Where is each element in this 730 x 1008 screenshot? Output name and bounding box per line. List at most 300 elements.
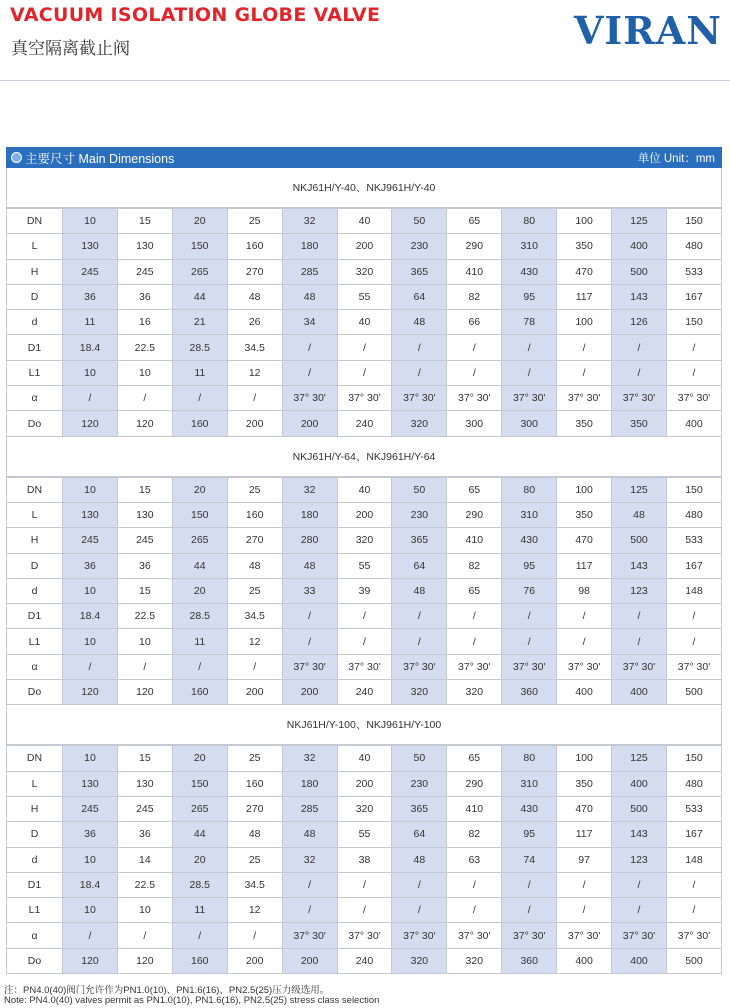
row-label: Do <box>7 680 63 705</box>
row-label: D <box>7 553 63 578</box>
table-cell: / <box>447 629 502 654</box>
table-cell: 40 <box>337 209 392 234</box>
table-cell: / <box>666 335 721 360</box>
table-cell: 480 <box>666 502 721 527</box>
table-cell: 365 <box>392 796 447 821</box>
dimension-table <box>6 477 722 706</box>
row-label: L1 <box>7 898 63 923</box>
table-cell: 95 <box>502 284 557 309</box>
table-cell: 98 <box>557 578 612 603</box>
table-cell: 36 <box>63 553 118 578</box>
table-cell: / <box>63 386 118 411</box>
section-header-bar <box>6 147 722 168</box>
table-cell: 117 <box>557 822 612 847</box>
table-cell: 64 <box>392 284 447 309</box>
dimension-table-block <box>6 168 722 437</box>
table-cell: 300 <box>502 411 557 436</box>
table-cell: 230 <box>392 771 447 796</box>
table-cell: 10 <box>63 898 118 923</box>
unit-label: 单位 Unit：mm <box>637 152 715 165</box>
table-cell: 48 <box>392 310 447 335</box>
table-cell: 37° 30' <box>612 654 667 679</box>
table-cell: / <box>117 654 172 679</box>
row-label: L <box>7 771 63 796</box>
table-cell: 37° 30' <box>392 386 447 411</box>
table-cell: 48 <box>612 502 667 527</box>
table-cell: 290 <box>447 502 502 527</box>
row-label: L <box>7 234 63 259</box>
table-cell: 126 <box>612 310 667 335</box>
table-cell: 48 <box>227 284 282 309</box>
table-cell: 44 <box>172 284 227 309</box>
table-cell: 150 <box>172 234 227 259</box>
table-cell: / <box>502 335 557 360</box>
table-cell: / <box>282 335 337 360</box>
row-label: D1 <box>7 604 63 629</box>
table-cell: 78 <box>502 310 557 335</box>
table-cell: 160 <box>227 234 282 259</box>
table-cell: 37° 30' <box>282 386 337 411</box>
table-cell: / <box>447 360 502 385</box>
table-cell: 25 <box>227 209 282 234</box>
table-cell: 76 <box>502 578 557 603</box>
table-cell: 80 <box>502 746 557 771</box>
dimension-tables <box>6 168 722 974</box>
table-cell: / <box>557 872 612 897</box>
table-cell: 100 <box>557 209 612 234</box>
table-cell: 245 <box>117 796 172 821</box>
table-cell: 65 <box>447 477 502 502</box>
table-cell: 300 <box>447 411 502 436</box>
table-cell: 120 <box>63 948 118 973</box>
table-cell: 320 <box>392 948 447 973</box>
table-row <box>7 822 722 847</box>
table-cell: 350 <box>612 411 667 436</box>
table-cell: 120 <box>63 680 118 705</box>
table-cell: 37° 30' <box>666 386 721 411</box>
table-row <box>7 578 722 603</box>
table-cell: 36 <box>63 284 118 309</box>
table-cell: 160 <box>172 411 227 436</box>
table-cell: 28.5 <box>172 872 227 897</box>
table-cell: 37° 30' <box>282 654 337 679</box>
row-label: L1 <box>7 629 63 654</box>
table-cell: 180 <box>282 234 337 259</box>
table-cell: 500 <box>612 796 667 821</box>
model-heading: NKJ61H/Y-64、NKJ961H/Y-64 <box>6 437 722 477</box>
table-cell: 15 <box>117 209 172 234</box>
circle-bullet-icon <box>11 152 22 163</box>
model-heading: NKJ61H/Y-100、NKJ961H/Y-100 <box>6 705 722 745</box>
row-label: H <box>7 259 63 284</box>
table-cell: 74 <box>502 847 557 872</box>
table-cell: 200 <box>282 680 337 705</box>
table-cell: 280 <box>282 528 337 553</box>
table-cell: / <box>117 386 172 411</box>
table-row <box>7 360 722 385</box>
table-cell: 37° 30' <box>557 923 612 948</box>
model-heading: NKJ61H/Y-40、NKJ961H/Y-40 <box>6 168 722 208</box>
table-cell: 150 <box>666 477 721 502</box>
row-label: Do <box>7 948 63 973</box>
row-label: α <box>7 923 63 948</box>
table-cell: 400 <box>612 234 667 259</box>
table-cell: 10 <box>63 746 118 771</box>
table-cell: 120 <box>117 411 172 436</box>
row-label: d <box>7 847 63 872</box>
table-cell: 130 <box>63 502 118 527</box>
table-cell: 64 <box>392 553 447 578</box>
table-cell: 320 <box>447 948 502 973</box>
table-cell: 360 <box>502 948 557 973</box>
table-cell: 37° 30' <box>392 923 447 948</box>
table-cell: 44 <box>172 822 227 847</box>
table-cell: 20 <box>172 578 227 603</box>
table-cell: 37° 30' <box>337 386 392 411</box>
table-row <box>7 898 722 923</box>
table-cell: 97 <box>557 847 612 872</box>
table-cell: 240 <box>337 411 392 436</box>
table-cell: 130 <box>117 502 172 527</box>
table-cell: 21 <box>172 310 227 335</box>
table-cell: 500 <box>666 680 721 705</box>
table-cell: / <box>666 872 721 897</box>
table-cell: 25 <box>227 578 282 603</box>
table-cell: 430 <box>502 528 557 553</box>
table-cell: 15 <box>117 477 172 502</box>
table-cell: 265 <box>172 796 227 821</box>
table-cell: 37° 30' <box>337 654 392 679</box>
table-cell: 130 <box>117 771 172 796</box>
table-row <box>7 796 722 821</box>
table-cell: 55 <box>337 553 392 578</box>
table-cell: 12 <box>227 898 282 923</box>
table-cell: / <box>612 604 667 629</box>
table-cell: 15 <box>117 746 172 771</box>
table-cell: 25 <box>227 477 282 502</box>
table-cell: 148 <box>666 847 721 872</box>
table-cell: 125 <box>612 746 667 771</box>
table-cell: 150 <box>172 502 227 527</box>
table-cell: 37° 30' <box>502 386 557 411</box>
dimension-table <box>6 745 722 974</box>
table-cell: 480 <box>666 234 721 259</box>
table-cell: 400 <box>612 680 667 705</box>
table-cell: 48 <box>282 284 337 309</box>
table-row <box>7 209 722 234</box>
table-cell: 200 <box>227 948 282 973</box>
table-cell: / <box>612 360 667 385</box>
table-cell: 63 <box>447 847 502 872</box>
table-cell: 400 <box>612 771 667 796</box>
row-label: α <box>7 654 63 679</box>
table-cell: 22.5 <box>117 335 172 360</box>
table-cell: 270 <box>227 259 282 284</box>
table-cell: 123 <box>612 847 667 872</box>
table-cell: / <box>63 654 118 679</box>
table-cell: 533 <box>666 259 721 284</box>
table-cell: / <box>227 654 282 679</box>
table-cell: / <box>392 872 447 897</box>
table-cell: 37° 30' <box>337 923 392 948</box>
table-cell: 39 <box>337 578 392 603</box>
table-cell: 290 <box>447 234 502 259</box>
table-cell: / <box>666 629 721 654</box>
row-label: L <box>7 502 63 527</box>
table-cell: 285 <box>282 796 337 821</box>
table-cell: 150 <box>666 209 721 234</box>
note-cn: 注：PN4.0(40)阀门允许作为PN1.0(10)、PN1.6(16)、PN2.5(25)压力级选用。 <box>4 985 330 996</box>
table-cell: 10 <box>63 477 118 502</box>
table-cell: 265 <box>172 259 227 284</box>
table-cell: 350 <box>557 502 612 527</box>
table-cell: / <box>282 360 337 385</box>
table-cell: 230 <box>392 234 447 259</box>
table-cell: / <box>557 360 612 385</box>
table-cell: 320 <box>337 796 392 821</box>
table-cell: 117 <box>557 553 612 578</box>
table-cell: 50 <box>392 746 447 771</box>
table-cell: 130 <box>63 771 118 796</box>
table-cell: 320 <box>392 411 447 436</box>
table-cell: 320 <box>337 528 392 553</box>
table-cell: 245 <box>63 259 118 284</box>
table-row <box>7 284 722 309</box>
table-cell: 400 <box>612 948 667 973</box>
note-en: Note: PN4.0(40) valves permit as PN1.0(10), PN1.6(16), PN2.5(25) stress class selection <box>4 995 380 1006</box>
table-cell: 350 <box>557 771 612 796</box>
table-cell: 270 <box>227 528 282 553</box>
table-cell: 37° 30' <box>392 654 447 679</box>
table-row <box>7 528 722 553</box>
table-cell: 143 <box>612 553 667 578</box>
table-cell: 100 <box>557 310 612 335</box>
table-cell: 40 <box>337 477 392 502</box>
table-cell: 14 <box>117 847 172 872</box>
table-cell: 150 <box>666 746 721 771</box>
table-cell: 37° 30' <box>612 386 667 411</box>
table-cell: 200 <box>337 234 392 259</box>
table-cell: 100 <box>557 746 612 771</box>
table-cell: 44 <box>172 553 227 578</box>
table-cell: 38 <box>337 847 392 872</box>
table-cell: 290 <box>447 771 502 796</box>
dimension-table <box>6 208 722 437</box>
table-cell: / <box>337 898 392 923</box>
section-title-group <box>11 149 174 167</box>
table-row <box>7 386 722 411</box>
table-cell: 12 <box>227 629 282 654</box>
table-cell: 533 <box>666 528 721 553</box>
table-cell: 10 <box>117 898 172 923</box>
table-cell: 310 <box>502 502 557 527</box>
table-cell: 160 <box>227 502 282 527</box>
table-cell: 95 <box>502 822 557 847</box>
table-cell: 37° 30' <box>447 386 502 411</box>
row-label: D1 <box>7 335 63 360</box>
table-cell: 200 <box>227 411 282 436</box>
table-row <box>7 335 722 360</box>
table-cell: / <box>172 923 227 948</box>
table-cell: / <box>502 629 557 654</box>
table-row <box>7 847 722 872</box>
row-label: d <box>7 578 63 603</box>
table-cell: 37° 30' <box>502 923 557 948</box>
table-cell: 410 <box>447 259 502 284</box>
table-cell: 365 <box>392 259 447 284</box>
table-cell: 320 <box>392 680 447 705</box>
table-cell: 36 <box>117 822 172 847</box>
table-row <box>7 771 722 796</box>
table-cell: 37° 30' <box>447 654 502 679</box>
table-cell: 36 <box>117 284 172 309</box>
page-subtitle-cn: 真空隔离截止阀 <box>11 39 130 59</box>
table-cell: 10 <box>63 360 118 385</box>
table-cell: 10 <box>117 360 172 385</box>
table-cell: 36 <box>117 553 172 578</box>
table-cell: / <box>392 335 447 360</box>
table-row <box>7 411 722 436</box>
table-cell: 10 <box>63 629 118 654</box>
table-cell: 55 <box>337 284 392 309</box>
table-cell: 120 <box>117 680 172 705</box>
table-cell: 48 <box>227 822 282 847</box>
table-cell: / <box>447 898 502 923</box>
table-cell: 48 <box>282 822 337 847</box>
table-cell: 37° 30' <box>666 923 721 948</box>
table-cell: / <box>117 923 172 948</box>
table-cell: 430 <box>502 796 557 821</box>
table-cell: 20 <box>172 746 227 771</box>
table-cell: 80 <box>502 209 557 234</box>
table-cell: / <box>337 872 392 897</box>
table-cell: / <box>337 629 392 654</box>
row-label: d <box>7 310 63 335</box>
table-row <box>7 477 722 502</box>
table-cell: 167 <box>666 284 721 309</box>
table-cell: 400 <box>557 680 612 705</box>
table-cell: / <box>63 923 118 948</box>
table-cell: 148 <box>666 578 721 603</box>
table-cell: 310 <box>502 234 557 259</box>
table-cell: 125 <box>612 209 667 234</box>
table-cell: / <box>392 898 447 923</box>
table-cell: / <box>392 629 447 654</box>
table-cell: 180 <box>282 771 337 796</box>
table-cell: / <box>666 604 721 629</box>
table-cell: / <box>612 629 667 654</box>
table-row <box>7 502 722 527</box>
brand-logo: VIRAN <box>573 8 722 53</box>
table-cell: / <box>612 872 667 897</box>
table-cell: / <box>227 386 282 411</box>
table-cell: 82 <box>447 553 502 578</box>
table-row <box>7 948 722 973</box>
header-divider <box>0 80 730 81</box>
table-cell: / <box>557 898 612 923</box>
table-cell: 11 <box>63 310 118 335</box>
section-title: 主要尺寸 Main Dimensions <box>25 151 175 166</box>
row-label: Do <box>7 411 63 436</box>
row-label: L1 <box>7 360 63 385</box>
table-cell: 500 <box>666 948 721 973</box>
table-cell: 200 <box>337 771 392 796</box>
table-cell: 533 <box>666 796 721 821</box>
table-cell: 130 <box>117 234 172 259</box>
table-cell: / <box>502 872 557 897</box>
dimension-table-block <box>6 437 722 706</box>
table-cell: 470 <box>557 796 612 821</box>
table-row <box>7 629 722 654</box>
table-cell: 230 <box>392 502 447 527</box>
table-cell: 117 <box>557 284 612 309</box>
table-cell: 160 <box>172 948 227 973</box>
table-cell: 245 <box>117 528 172 553</box>
table-cell: 48 <box>392 578 447 603</box>
table-row <box>7 680 722 705</box>
table-cell: / <box>282 872 337 897</box>
table-cell: 143 <box>612 284 667 309</box>
table-cell: / <box>172 654 227 679</box>
table-cell: 10 <box>117 629 172 654</box>
table-cell: 143 <box>612 822 667 847</box>
table-cell: 12 <box>227 360 282 385</box>
table-cell: 37° 30' <box>666 654 721 679</box>
table-cell: 410 <box>447 796 502 821</box>
table-cell: / <box>612 898 667 923</box>
table-cell: 125 <box>612 477 667 502</box>
table-cell: 16 <box>117 310 172 335</box>
table-cell: / <box>337 604 392 629</box>
row-label: α <box>7 386 63 411</box>
page-title: VACUUM ISOLATION GLOBE VALVE <box>10 4 381 26</box>
table-cell: / <box>666 898 721 923</box>
row-label: D1 <box>7 872 63 897</box>
table-cell: 50 <box>392 477 447 502</box>
table-cell: 240 <box>337 680 392 705</box>
table-cell: 18.4 <box>63 872 118 897</box>
table-cell: 200 <box>282 948 337 973</box>
table-cell: 28.5 <box>172 335 227 360</box>
row-label: D <box>7 284 63 309</box>
table-cell: 37° 30' <box>557 654 612 679</box>
table-cell: 40 <box>337 746 392 771</box>
row-label: D <box>7 822 63 847</box>
table-cell: 32 <box>282 209 337 234</box>
table-cell: 37° 30' <box>502 654 557 679</box>
table-cell: / <box>447 872 502 897</box>
table-cell: 11 <box>172 898 227 923</box>
table-cell: 15 <box>117 578 172 603</box>
table-cell: 10 <box>63 578 118 603</box>
table-cell: 265 <box>172 528 227 553</box>
table-cell: 65 <box>447 746 502 771</box>
table-row <box>7 746 722 771</box>
table-cell: 36 <box>63 822 118 847</box>
table-row <box>7 234 722 259</box>
table-cell: 500 <box>612 528 667 553</box>
table-cell: 32 <box>282 477 337 502</box>
table-cell: 10 <box>63 847 118 872</box>
table-cell: 200 <box>227 680 282 705</box>
row-label: DN <box>7 477 63 502</box>
table-row <box>7 923 722 948</box>
table-cell: 20 <box>172 847 227 872</box>
table-cell: 400 <box>666 411 721 436</box>
table-cell: / <box>502 898 557 923</box>
table-cell: 470 <box>557 259 612 284</box>
table-cell: / <box>447 335 502 360</box>
